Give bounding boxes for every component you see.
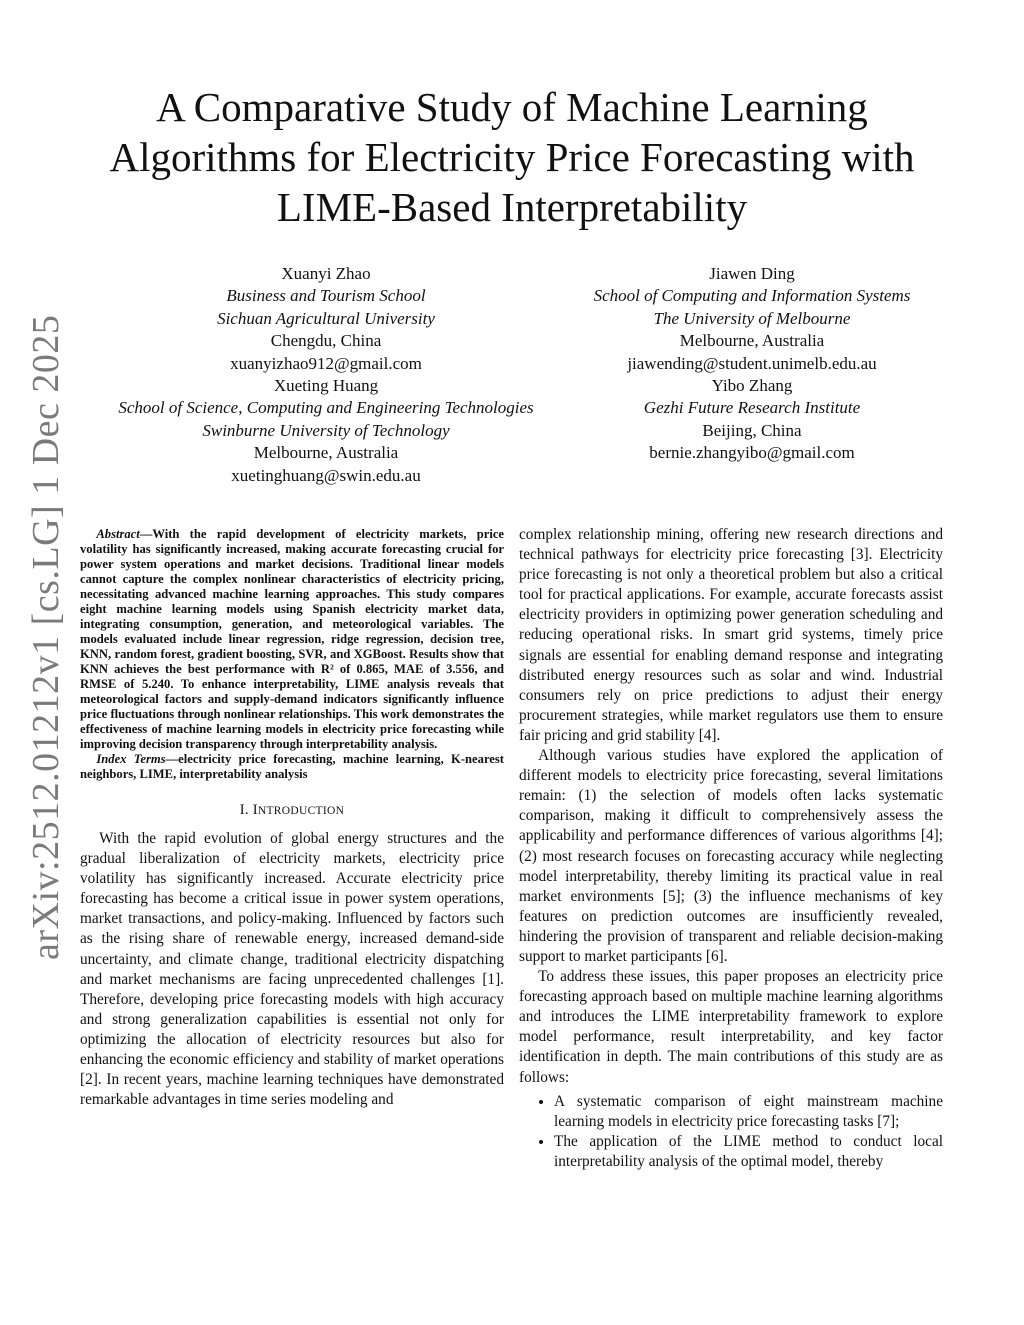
- section-heading-introduction: [80, 802, 504, 819]
- body-paragraph: Although various studies have explored the application of different models to electricity price forecasting, several limitations remain: (1) the selection of models often lacks systematic comparison, making it difficult to comprehensively assess the applicability and performance differences of various algorithms [4]; (2) most research focuses on forecasting accuracy while neglecting model interpretability, thereby limiting its practical value in real market environments [5]; (3) the influence mechanisms of key features on prediction outcomes are insufficiently revealed, hindering the provision of transparent and reliable decision-making support to market participants [6].: [519, 747, 943, 965]
- section-number: I.: [239, 802, 253, 818]
- abstract: [80, 527, 504, 752]
- list-item: • The application of the LIME method to conduct local interpretability analysis of the optimal model, thereby: [554, 1132, 943, 1172]
- author-department: Gezhi Future Research Institute: [643, 398, 861, 418]
- author-name: Yibo Zhang: [711, 376, 793, 396]
- author-organization: Swinburne University of Technology: [202, 420, 450, 440]
- author-block-left: [70, 263, 582, 487]
- author-location: Beijing, China: [702, 420, 802, 440]
- author-name: Jiawen Ding: [709, 264, 795, 283]
- abstract-text: —With the rapid development of electricity markets, price volatility has significantly increased, making accurate forecasting crucial for power system operations and market decisions. Traditional linear models cannot capture the complex nonlinear characteristics of electricity pricing, necessitating advanced machine learning approaches. This study compares eight machine learning models using Spanish electricity market data, integrating consumption, generation, and meteorological variables. The models evaluated include linear regression, ridge regression, decision tree, KNN, random forest, gradient boosting, SVR, and XGBoost. Results show that KNN achieves the best performance with R² of 0.865, MAE of 3.556, and RMSE of 5.240. To enhance interpretability, LIME analysis reveals that meteorological factors and supply-demand indicators significantly influence price fluctuations through nonlinear relationships. This work demonstrates the effectiveness of machine learning models in electricity price forecasting while improving decision transparency through interpretability analysis.: [80, 527, 504, 751]
- author-location: Melbourne, Australia: [253, 443, 399, 463]
- author-email: xuanyizhao912@gmail.com: [230, 353, 422, 373]
- author-organization: Sichuan Agricultural University: [217, 308, 435, 328]
- author-email: bernie.zhangyibo@gmail.com: [649, 443, 855, 463]
- author-location: Chengdu, China: [270, 331, 382, 351]
- intro-paragraph: With the rapid evolution of global energy structures and the gradual liberalization of electricity markets, electricity price volatility has significantly increased. Accurate electricity price forecasting has become a critical issue in power system operations, market transactions, and policy-making. Influenced by factors such as the rising share of renewable energy, increased demand-side uncertainty, and climate change, traditional electricity dispatching and market mechanisms are facing unprecedented challenges [1]. Therefore, developing price forecasting models with high accuracy and strong generalization capabilities is essential not only for optimizing the allocation of electricity resources but also for enhancing the economic efficiency and stability of market operations [2]. In recent years, machine learning techniques have demonstrated remarkable advantages in time series modeling and: [80, 830, 504, 1109]
- title-line: A Comparative Study of Machine Learning: [156, 84, 868, 130]
- title-line: LIME-Based Interpretability: [276, 184, 748, 230]
- index-terms-label: Index Terms: [96, 752, 166, 766]
- abstract-label: Abstract: [96, 527, 140, 541]
- section-title-rest: NTRODUCTION: [257, 805, 345, 817]
- author-name: Xueting Huang: [273, 376, 379, 396]
- arxiv-identifier: arXiv:2512.01212v1 [cs.LG] 1 Dec 2025: [25, 314, 67, 960]
- paper-title: [60, 82, 964, 232]
- author-block-right: [548, 263, 956, 465]
- author-department: School of Science, Computing and Engineering Technologies: [118, 398, 534, 418]
- body-paragraph: complex relationship mining, offering new research directions and technical pathways for electricity price forecasting [3]. Electricity price forecasting is not only a theoretical problem but also a critical tool for practical applications. For example, accurate forecasts assist electricity providers in optimizing power generation scheduling and reducing operational risks. In smart grid systems, timely price signals are essential for enabling demand response and integrating distributed energy resources such as solar and wind. Industrial consumers rely on price predictions to adjust their energy procurement strategies, while market regulators use them to ensure fair pricing and grid stability [4].: [519, 526, 943, 744]
- author-department: School of Computing and Information Systems: [593, 286, 911, 306]
- author-name: Xuanyi Zhao: [281, 264, 371, 283]
- body-paragraph: To address these issues, this paper proposes an electricity price forecasting approach based on multiple machine learning algorithms and introduces the LIME interpretability framework to explore model performance, result interpretability, and key factor identification in depth. The main contributions of this study are as follows:: [519, 968, 943, 1086]
- author-location: Melbourne, Australia: [679, 331, 825, 351]
- list-item: • A systematic comparison of eight mainstream machine learning models in electricity price forecasting tasks [7];: [554, 1092, 943, 1132]
- contributions-list: [519, 1092, 943, 1172]
- author-organization: The University of Melbourne: [653, 308, 851, 328]
- author-email: jiawending@student.unimelb.edu.au: [627, 353, 877, 373]
- right-column: [519, 525, 943, 1172]
- index-terms-text: —electricity price forecasting, machine learning, K-nearest neighbors, LIME, interpretability analysis: [80, 752, 504, 781]
- author-department: Business and Tourism School: [226, 286, 426, 306]
- title-line: Algorithms for Electricity Price Forecasting with: [109, 134, 915, 180]
- author-email: xuetinghuang@swin.edu.au: [231, 465, 421, 485]
- section-title-initial: I: [252, 802, 258, 818]
- left-column: [80, 527, 504, 1110]
- index-terms: [80, 752, 504, 782]
